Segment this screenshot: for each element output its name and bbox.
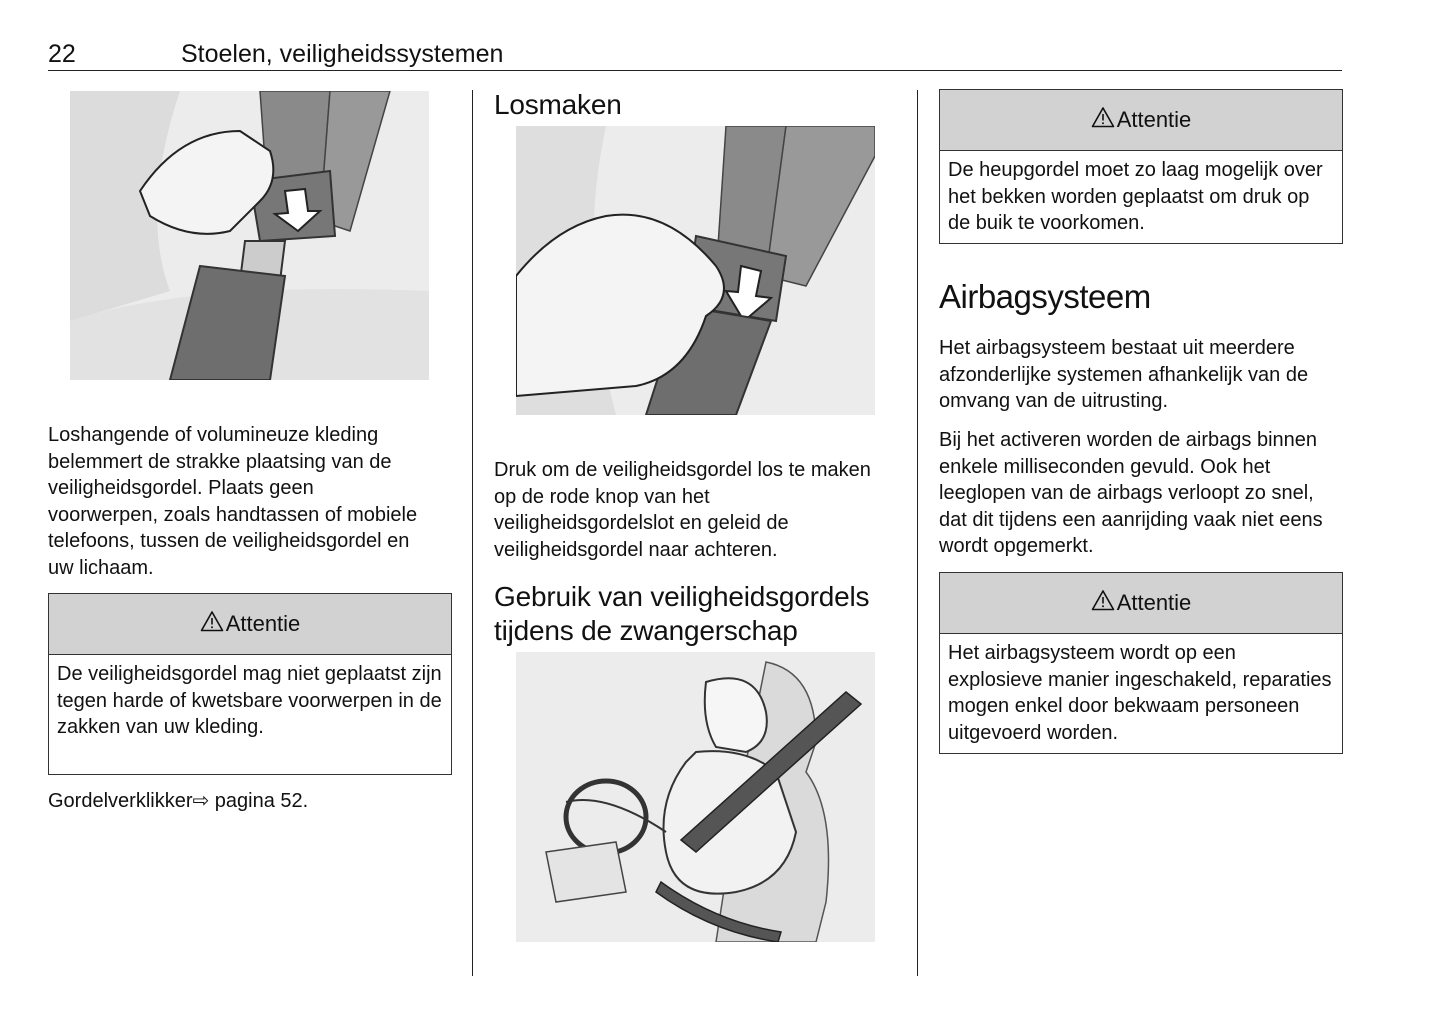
- warning-header: [940, 90, 1342, 151]
- heading-losmaken: Losmaken: [494, 89, 622, 120]
- warning-title: Attentie: [225, 611, 301, 636]
- cross-reference: [48, 788, 448, 815]
- warning-triangle-icon: [200, 610, 224, 638]
- warning-box-bottom: [939, 572, 1343, 754]
- warning-box: [48, 593, 452, 775]
- warning-header: [49, 594, 451, 655]
- warning-text: De veiligheidsgordel mag niet geplaatst zijn tegen harde of kwetsbare voorwerpen in de zakken van uw kleding.: [57, 663, 442, 738]
- reference-text: Gordelverklikker: [48, 790, 193, 812]
- section-title: Stoelen, veiligheidssystemen: [181, 40, 504, 68]
- warning-title: Attentie: [1116, 107, 1192, 132]
- warning-header: [940, 573, 1342, 634]
- column-divider: [917, 90, 918, 976]
- column-divider: [472, 90, 473, 976]
- page-header: [48, 38, 1342, 71]
- warning-triangle-icon: [1091, 106, 1115, 134]
- arrow-right-icon: ⇨: [192, 790, 210, 812]
- heading-zwangerschap-line2: tijdens de zwangerschap: [494, 615, 798, 646]
- airbag-paragraph-1: Het airbagsysteem bestaat uit meerdere afzonderlijke systemen afhankelijk van de omvang van de uitrusting.: [939, 337, 1309, 412]
- pregnant-driver-illustration: [516, 652, 875, 942]
- reference-page[interactable]: pagina 52.: [209, 790, 309, 812]
- seatbelt-release-illustration: [516, 126, 875, 415]
- airbag-paragraph-2: Bij het activeren worden de airbags binnen enkele milliseconden gevuld. Ook het leeglopen van de airbags verloopt zo snel, dat dit tijdens een aanrijding vaak niet eens wordt opgemerkt.: [939, 429, 1323, 557]
- warning-triangle-icon: [1091, 589, 1115, 617]
- warning-text: Het airbagsysteem wordt op een explosieve manier ingeschakeld, reparaties mogen enkel door bekwaam personeen uitgevoerd worden.: [948, 642, 1332, 744]
- page-number: 22: [48, 40, 76, 68]
- heading-zwangerschap-line1: Gebruik van veiligheidsgordels: [494, 581, 870, 612]
- heading-airbagsysteem: Airbagsysteem: [939, 278, 1151, 315]
- release-paragraph: Druk om de veiligheidsgordel los te maken op de rode knop van het veiligheidsgordelslot en geleid de veiligheidsgordel naar achteren.: [494, 459, 871, 561]
- intro-paragraph: Loshangende of volumineuze kleding belemmert de strakke plaatsing van de veiligheidsgordel. Plaats geen voorwerpen, zoals handtassen of mobiele telefoons, tussen de veiligheidsgordel en uw lichaam.: [48, 424, 418, 579]
- heading-zwangerschap: [494, 580, 904, 648]
- warning-box-top: [939, 89, 1343, 244]
- warning-text: De heupgordel moet zo laag mogelijk over het bekken worden geplaatst om druk op de buik te voorkomen.: [948, 159, 1323, 234]
- warning-title: Attentie: [1116, 590, 1192, 615]
- seatbelt-fasten-illustration: [70, 91, 429, 380]
